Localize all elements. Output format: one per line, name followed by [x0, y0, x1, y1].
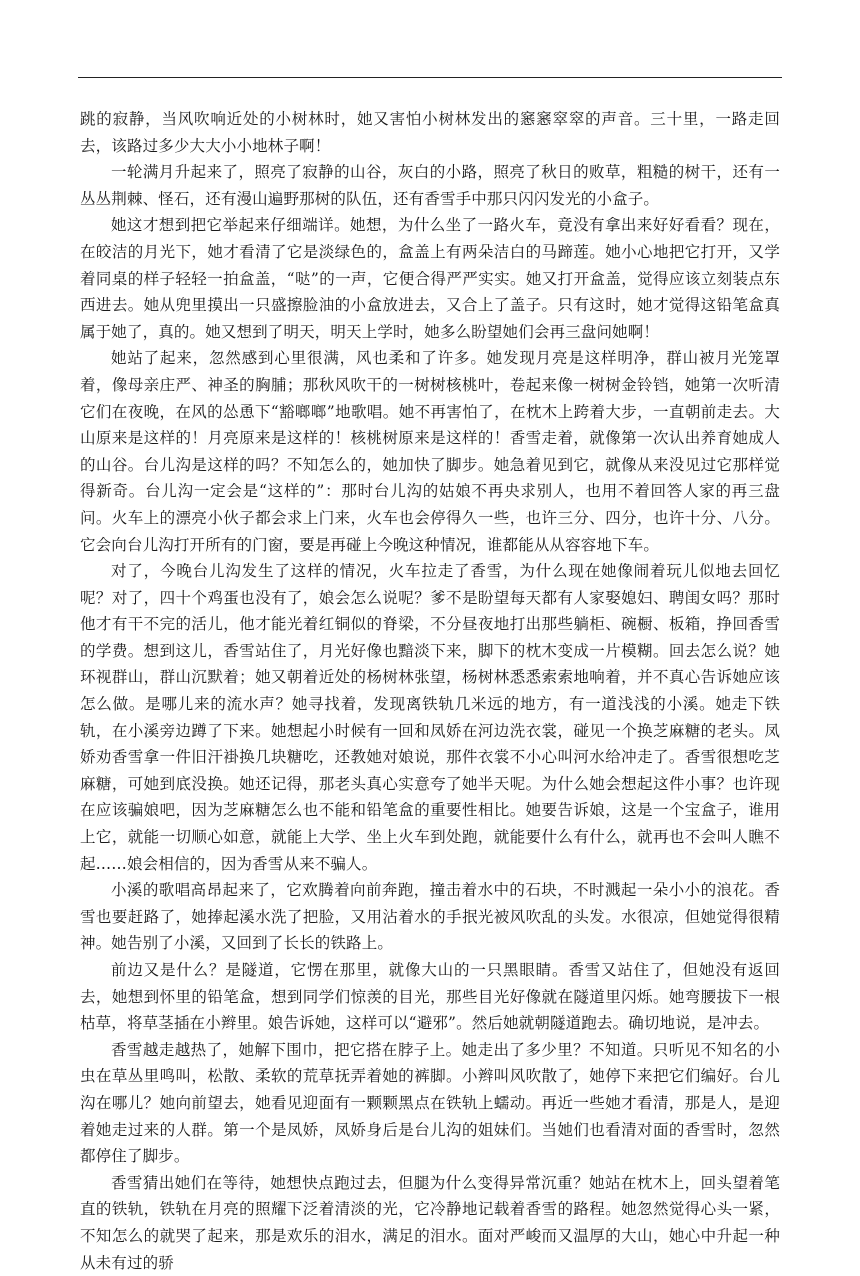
paragraph: 小溪的歌唱高昂起来了，它欢腾着向前奔跑，撞击着水中的石块，不时溅起一朵小小的浪花。香雪也要赶路了，她捧起溪水洗了把脸，又用沾着水的手抿光被风吹乱的头发。水很凉，但她觉得很精神。她告别了小溪，又回到了长长的铁路上。: [80, 881, 780, 953]
paragraph-continued: 跳的寂静，当风吹响近处的小树林时，她又害怕小树林发出的窸窸窣窣的声音。三十里，一路走回去，该路过多少大大小小地林子啊！: [80, 110, 780, 155]
paragraph: 对了，今晚台儿沟发生了这样的情况，火车拉走了香雪，为什么现在她像闹着玩儿似地去回忆呢？对了，四十个鸡蛋也没有了，娘会怎么说呢？爹不是盼望每天都有人家娶媳妇、聘闺女吗？那时他才有干不完的活儿，他才能光着红铜似的脊梁，不分昼夜地打出那些躺柜、碗橱、板箱，挣回香雪的学费。想到这儿，香雪站住了，月光好像也黯淡下来，脚下的枕木变成一片模糊。回去怎么说？她环视群山，群山沉默着；她又朝着近处的杨树林张望，杨树林悉悉索索地响着，并不真心告诉她应该怎么做。是哪儿来的流水声？她寻找着，发现离铁轨几米远的地方，有一道浅浅的小溪。她走下铁轨，在小溪旁边蹲了下来。她想起小时候有一回和凤娇在河边洗衣裳，碰见一个换芝麻糖的老头。凤娇劝香雪拿一件旧汗褂换几块糖吃，还教她对娘说，那件衣裳不小心叫河水给冲走了。香雪很想吃芝麻糖，可她到底没换。她还记得，那老头真心实意夸了她半天呢。为什么她会想起这件小事？也许现在应该骗娘吧，因为芝麻糖怎么也不能和铅笔盒的重要性相比。她要告诉娘，这是一个宝盒子，谁用上它，就能一切顺心如意，就能上大学、坐上火车到处跑，就能要什么有什么，就再也不会叫人瞧不起……娘会相信的，因为香雪从来不骗人。: [80, 562, 780, 873]
header-rule: [78, 77, 782, 78]
paragraph: 一轮满月升起来了，照亮了寂静的山谷，灰白的小路，照亮了秋日的败草，粗糙的树干，还有一丛丛荆棘、怪石，还有漫山遍野那树的队伍，还有香雪手中那只闪闪发光的小盒子。: [80, 163, 780, 208]
article-body: [80, 106, 780, 1276]
paragraph: 前边又是什么？是隧道，它愣在那里，就像大山的一只黑眼睛。香雪又站住了，但她没有返回去，她想到怀里的铅笔盒，想到同学们惊羡的目光，那些目光好像就在隧道里闪烁。她弯腰拔下一根枯草，将草茎插在小辫里。娘告诉她，这样可以“避邪”。然后她就朝隧道跑去。确切地说，是冲去。: [80, 961, 780, 1033]
paragraph: 香雪越走越热了，她解下围巾，把它搭在脖子上。她走出了多少里？不知道。只听见不知名的小虫在草丛里鸣叫，松散、柔软的荒草抚弄着她的裤脚。小辫叫风吹散了，她停下来把它们编好。台儿沟在哪儿？她向前望去，她看见迎面有一颗颗黑点在铁轨上蠕动。再近一些她才看清，那是人，是迎着她走过来的人群。第一个是凤娇，凤娇身后是台儿沟的姐妹们。当她们也看清对面的香雪时，忽然都停住了脚步。: [80, 1040, 780, 1166]
paragraph: 她站了起来，忽然感到心里很满，风也柔和了许多。她发现月亮是这样明净，群山被月光笼罩着，像母亲庄严、神圣的胸脯；那秋风吹干的一树树核桃叶，卷起来像一树树金铃铛，她第一次听清它们在夜晚，在风的怂恿下“豁啷啷”地歌唱。她不再害怕了，在枕木上跨着大步，一直朝前走去。大山原来是这样的！月亮原来是这样的！核桃树原来是这样的！香雪走着，就像第一次认出养育她成人的山谷。台儿沟是这样的吗？不知怎么的，她加快了脚步。她急着见到它，就像从来没见过它那样觉得新奇。台儿沟一定会是“这样的”：那时台儿沟的姑娘不再央求别人，也用不着回答人家的再三盘问。火车上的漂亮小伙子都会求上门来，火车也会停得久一些，也许三分、四分，也许十分、八分。它会向台儿沟打开所有的门窗，要是再碰上今晚这种情况，谁都能从从容容地下车。: [80, 349, 780, 554]
paragraph-truncated: 香雪猜出她们在等待，她想快点跑过去，但腿为什么变得异常沉重？她站在枕木上，回头望着笔直的铁轨，铁轨在月亮的照耀下泛着清淡的光，它冷静地记载着香雪的路程。她忽然觉得心头一紧，不知怎么的就哭了起来，那是欢乐的泪水，满足的泪水。面对严峻而又温厚的大山，她心中升起一种从未有过的骄: [80, 1173, 780, 1272]
paragraph: 她这才想到把它举起来仔细端详。她想，为什么坐了一路火车，竟没有拿出来好好看看？现在，在皎洁的月光下，她才看清了它是淡绿色的，盒盖上有两朵洁白的马蹄莲。她小心地把它打开，又学着同桌的样子轻轻一拍盒盖，“哒”的一声，它便合得严严实实。她又打开盒盖，觉得应该立刻装点东西进去。她从兜里摸出一只盛擦脸油的小盒放进去，又合上了盖子。只有这时，她才觉得这铅笔盒真属于她了，真的。她又想到了明天，明天上学时，她多么盼望她们会再三盘问她啊！: [80, 216, 780, 341]
